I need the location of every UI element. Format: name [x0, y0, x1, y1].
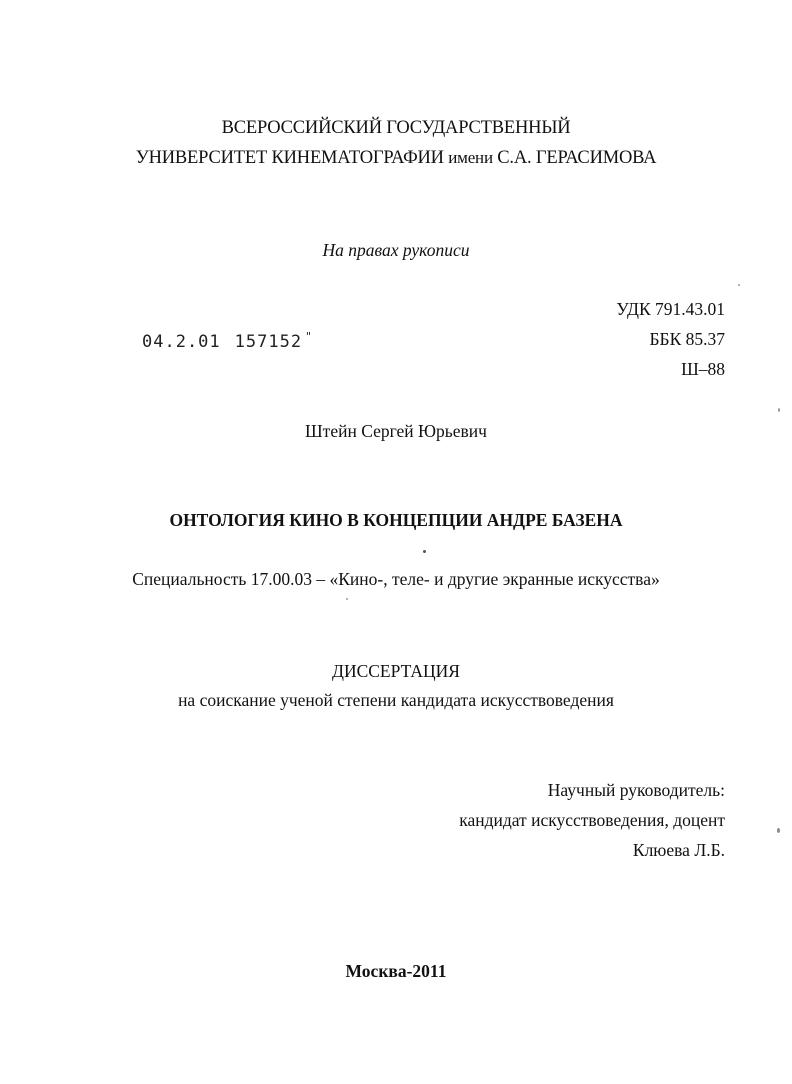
stamp-mark: " — [305, 330, 313, 343]
document-type: ДИССЕРТАЦИЯ — [332, 661, 460, 681]
scan-speck — [423, 550, 426, 553]
stamp-number: 157152 — [234, 332, 303, 352]
institution-line-2 — [0, 147, 792, 169]
supervisor-degree: кандидат искусствоведения, доцент — [459, 810, 725, 830]
institution-line-2-prefix: УНИВЕРСИТЕТ КИНЕМАТОГРАФИИ — [135, 148, 444, 168]
scan-speck — [346, 598, 348, 600]
supervisor-name: Клюева Л.Б. — [632, 840, 725, 860]
scan-speck — [777, 828, 780, 833]
udk-code: УДК 791.43.01 — [616, 299, 725, 319]
scan-speck — [778, 408, 780, 412]
author-sign-code: Ш–88 — [681, 359, 725, 379]
institution-line-1: ВСЕРОССИЙСКИЙ ГОСУДАРСТВЕННЫЙ — [221, 118, 571, 138]
scan-speck — [738, 284, 740, 286]
institution-line-2-mid: имени — [448, 148, 493, 167]
institution-line-2-suffix: С.А. ГЕРАСИМОВА — [497, 148, 657, 168]
supervisor-heading: Научный руководитель: — [547, 780, 725, 800]
archive-stamp — [142, 330, 313, 352]
place-year: Москва-2011 — [345, 961, 447, 981]
degree-sought: на соискание ученой степени кандидата искусствоведения — [178, 690, 614, 710]
stamp-date: 04.2.01 — [142, 332, 221, 352]
bbk-code: ББК 85.37 — [649, 329, 725, 349]
rights-notice: На правах рукописи — [322, 240, 470, 260]
specialty: Специальность 17.00.03 – «Кино-, теле- и другие экранные искусства» — [132, 569, 660, 589]
dissertation-title: ОНТОЛОГИЯ КИНО В КОНЦЕПЦИИ АНДРЕ БАЗЕНА — [169, 510, 623, 530]
author-name: Штейн Сергей Юрьевич — [305, 421, 487, 441]
